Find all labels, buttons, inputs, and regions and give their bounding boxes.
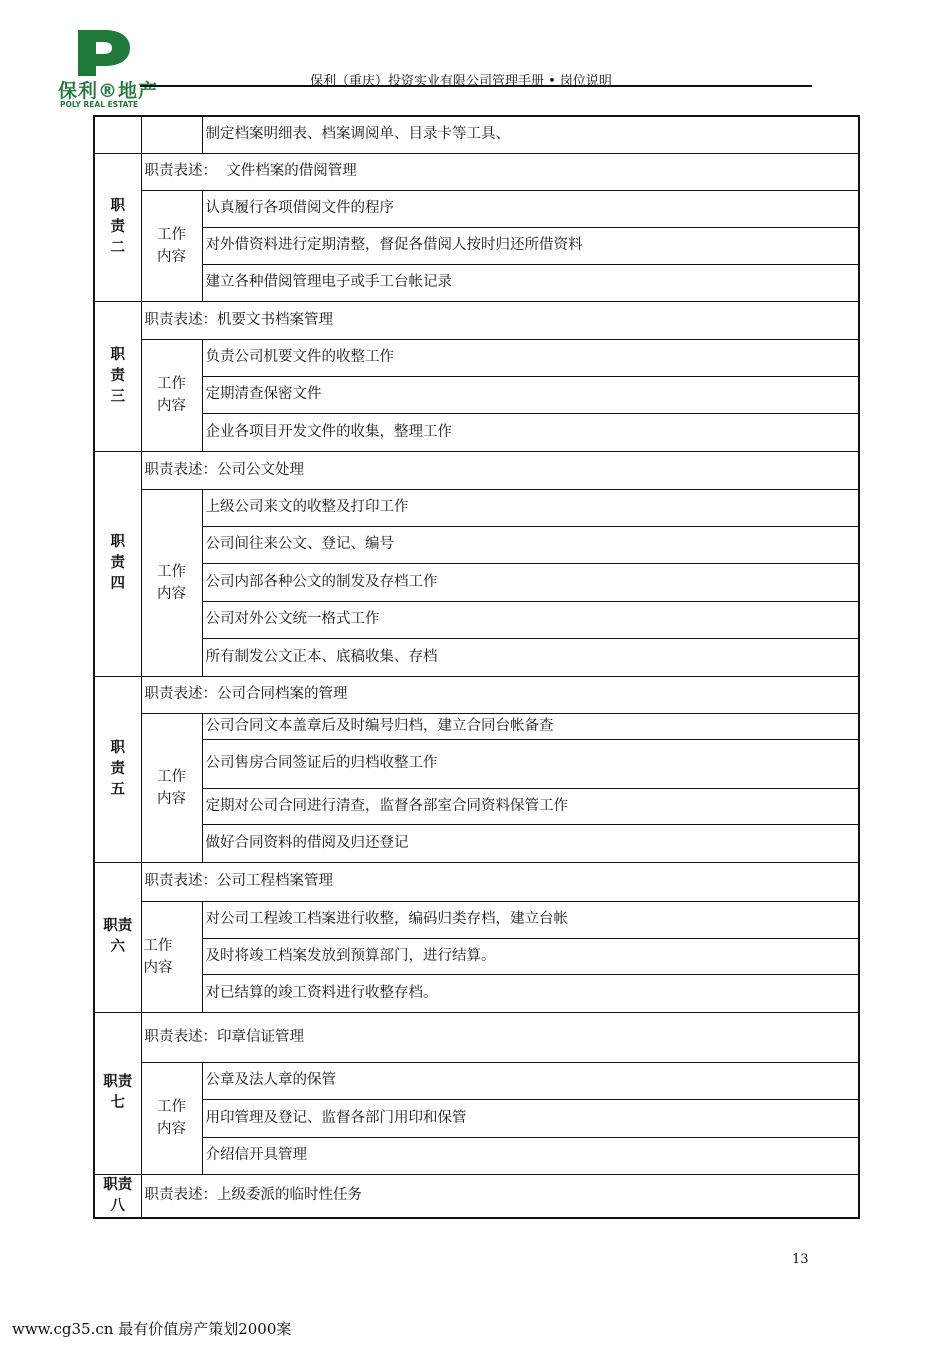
empty-label-cell: [94, 116, 141, 153]
duty-item: 公司内部各种公文的制发及存档工作: [202, 563, 859, 601]
table-row: [94, 526, 859, 563]
table-row: [94, 339, 859, 376]
duty-label: 职责二: [94, 153, 141, 301]
table-row: [94, 938, 859, 974]
table-row: [94, 638, 859, 676]
duty-item: 做好合同资料的借阅及归还登记: [202, 824, 859, 862]
duty-description: 职责表述：公司工程档案管理: [141, 862, 859, 901]
table-row: [94, 974, 859, 1012]
page-number: 13: [792, 1252, 809, 1267]
duty-item: 企业各项目开发文件的收集，整理工作: [202, 413, 859, 451]
duty-label: 职责六: [94, 862, 141, 1012]
table-row: [94, 676, 859, 713]
table-row: [94, 116, 859, 153]
duty-item: 对公司工程竣工档案进行收整，编码归类存档，建立台帐: [202, 901, 859, 938]
table-row: [94, 1062, 859, 1099]
table-row: [94, 264, 859, 301]
duty-label: 职责三: [94, 301, 141, 451]
work-content-label: 工作内容: [141, 190, 202, 301]
duty-item: 公章及法人章的保管: [202, 1062, 859, 1099]
table-row: [94, 1099, 859, 1137]
duty-description: 职责表述：公司合同档案的管理: [141, 676, 859, 713]
duty-item: 介绍信开具管理: [202, 1137, 859, 1174]
duty-item: 用印管理及登记、监督各部门用印和保管: [202, 1099, 859, 1137]
poly-p-logo-icon: [74, 28, 132, 78]
table-row: [94, 901, 859, 938]
duty-table: [93, 115, 860, 1219]
duty-item: 对已结算的竣工资料进行收整存档。: [202, 974, 859, 1012]
company-logo: [58, 28, 159, 112]
duty-label: 职责四: [94, 451, 141, 676]
header-divider: [140, 85, 812, 87]
duty-item: 公司合同文本盖章后及时编号归档，建立合同台帐备查: [202, 713, 859, 739]
duty-label: 职责七: [94, 1012, 141, 1174]
table-row: [94, 376, 859, 413]
duty-item: 公司对外公文统一格式工作: [202, 601, 859, 638]
duty-item: 定期对公司合同进行清查，监督各部室合同资料保管工作: [202, 788, 859, 824]
duty-item: 及时将竣工档案发放到预算部门，进行结算。: [202, 938, 859, 974]
duty-item: 公司间往来公文、登记、编号: [202, 526, 859, 563]
table-row: [94, 489, 859, 526]
duty-item: 公司售房合同签证后的归档收整工作: [202, 739, 859, 788]
table-row: [94, 190, 859, 227]
table-row: [94, 713, 859, 739]
duty-item: 所有制发公文正本、底稿收集、存档: [202, 638, 859, 676]
duty-description: 职责表述：公司公文处理: [141, 451, 859, 489]
duty-item: 制定档案明细表、档案调阅单、目录卡等工具、: [202, 116, 859, 153]
work-content-label: 工作内容: [141, 1062, 202, 1174]
table-row: [94, 153, 859, 190]
table-row: [94, 788, 859, 824]
table-row: [94, 1012, 859, 1062]
work-content-label: 工作内容: [141, 901, 202, 1012]
empty-work-cell: [141, 116, 202, 153]
table-row: [94, 824, 859, 862]
logo-chinese-text: 保利®地产: [58, 80, 159, 102]
work-content-label: 工作内容: [141, 339, 202, 451]
duty-item: 认真履行各项借阅文件的程序: [202, 190, 859, 227]
duty-label: 职责八: [94, 1174, 141, 1218]
duty-item: 定期清查保密文件: [202, 376, 859, 413]
duty-item: 上级公司来文的收整及打印工作: [202, 489, 859, 526]
table-row: [94, 413, 859, 451]
table-row: [94, 563, 859, 601]
table-row: [94, 739, 859, 788]
work-content-label: 工作内容: [141, 489, 202, 676]
logo-english-text: POLY REAL ESTATE: [60, 100, 139, 109]
duty-item: 对外借资料进行定期清整，督促各借阅人按时归还所借资料: [202, 227, 859, 264]
duty-description: 职责表述：印章信证管理: [141, 1012, 859, 1062]
document-header-title: 保利（重庆）投资实业有限公司管理手册 • 岗位说明: [310, 74, 612, 89]
duty-item: 负责公司机要文件的收整工作: [202, 339, 859, 376]
work-content-label: 工作内容: [141, 713, 202, 862]
duty-description: 职责表述：机要文书档案管理: [141, 301, 859, 339]
duty-description: 职责表述：上级委派的临时性任务: [141, 1174, 859, 1218]
table-row: [94, 451, 859, 489]
footer-text: www.cg35.cn 最有价值房产策划2000案: [12, 1320, 292, 1338]
table-row: [94, 862, 859, 901]
table-row: [94, 1174, 859, 1218]
table-row: [94, 1137, 859, 1174]
duty-description: 职责表述： 文件档案的借阅管理: [141, 153, 859, 190]
table-row: [94, 301, 859, 339]
duty-label: 职责五: [94, 676, 141, 862]
table-row: [94, 227, 859, 264]
duty-item: 建立各种借阅管理电子或手工台帐记录: [202, 264, 859, 301]
table-row: [94, 601, 859, 638]
